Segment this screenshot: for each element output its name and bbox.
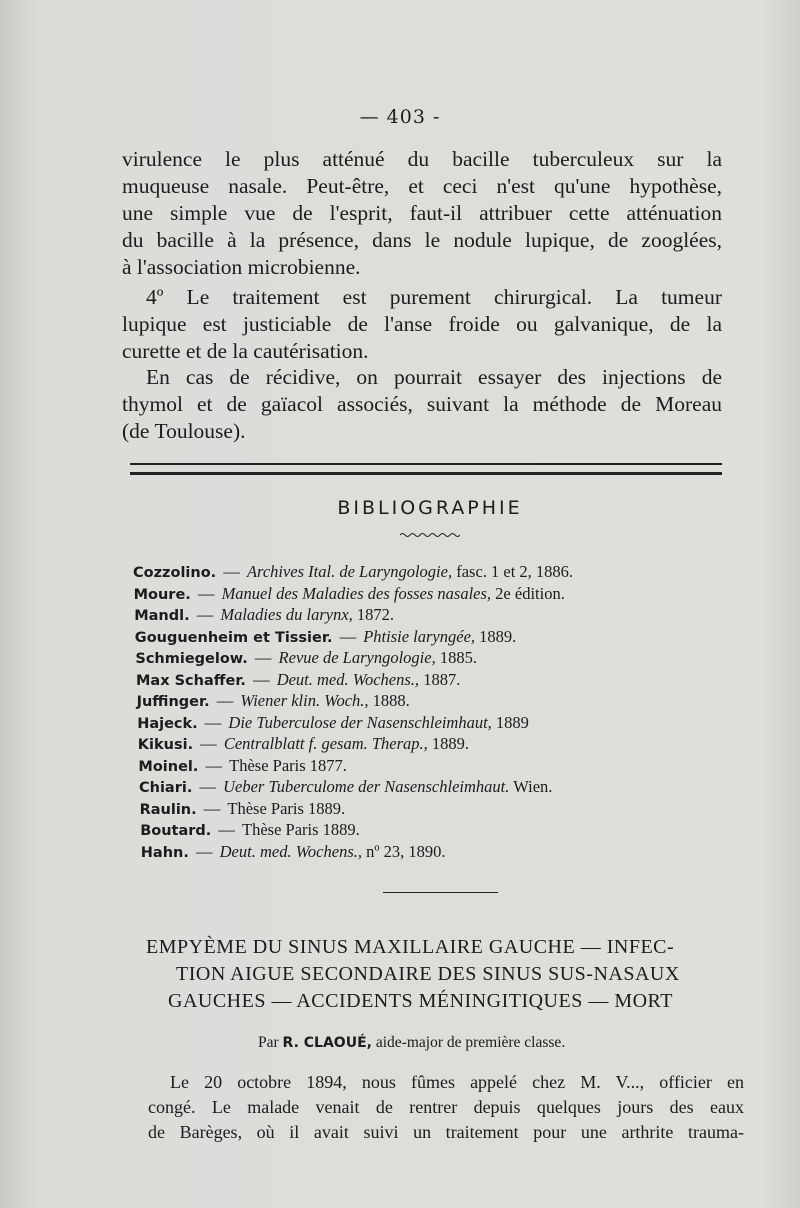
entry-dash: —: [199, 798, 225, 818]
entry-dash: —: [195, 777, 221, 796]
entry-dash: —: [193, 583, 219, 603]
entry-author: Moure.: [133, 586, 191, 603]
entry-title: Phtisie laryngée,: [363, 626, 476, 646]
entry-dash: —: [219, 562, 244, 581]
text-line: thymol et de gaïacol associés, suivant la méthode de Moreau: [122, 392, 722, 416]
text-line: 4º Le traitement est purement chirurgical. La tumeur: [146, 285, 722, 309]
entry-author: Schmiegelow.: [135, 651, 248, 667]
text-line: du bacille à la présence, dans le nodule lupique, de zooglées,: [122, 228, 722, 252]
bibliography-entry: [141, 842, 761, 862]
section-divider: [383, 892, 498, 893]
bibliography-entry: [137, 713, 757, 733]
bibliography-entry: [137, 691, 757, 711]
text-line: curette et de la cautérisation.: [122, 339, 369, 363]
entry-details: fasc. 1 et 2, 1886.: [456, 562, 574, 581]
entry-details: 1889.: [431, 734, 470, 753]
paragraph-recidive: [122, 364, 722, 445]
text-line: (de Toulouse).: [122, 419, 246, 443]
entry-details: 1885.: [439, 648, 477, 667]
bibliography-entry: [133, 562, 753, 582]
entry-title: Revue de Laryngologie,: [278, 648, 436, 667]
bibliography-entry: [136, 670, 756, 690]
article-title-line: GAUCHES — ACCIDENTS MÉNINGITIQUES — MORT: [168, 990, 673, 1012]
entry-details: 1889.: [479, 626, 517, 646]
entry-author: Chiari.: [139, 780, 193, 796]
byline-prefix: Par: [258, 1034, 279, 1051]
bibliography-entry: [140, 799, 760, 819]
entry-dash: —: [191, 841, 217, 861]
entry-dash: —: [335, 626, 361, 646]
entry-title: Archives Ital. de Laryngologie,: [246, 562, 453, 581]
entry-dash: —: [201, 755, 227, 775]
entry-dash: —: [192, 605, 218, 624]
double-rule-divider: [130, 463, 722, 475]
entry-details: Thèse Paris 1889.: [242, 820, 360, 839]
entry-dash: —: [212, 691, 238, 710]
entry-title: Manuel des Maladies des fosses nasales,: [221, 583, 492, 603]
entry-author: Max Schaffer.: [136, 672, 246, 689]
entry-details: Wien.: [513, 777, 553, 796]
entry-dash: —: [196, 734, 221, 753]
entry-title: Centralblatt f. gesam. Therap.,: [223, 734, 428, 753]
entry-dash: —: [200, 712, 226, 732]
bibliography-entry: [138, 756, 758, 776]
byline: [258, 1034, 565, 1052]
entry-details: Thèse Paris 1889.: [227, 798, 346, 818]
entry-details: 1872.: [356, 605, 395, 624]
text-line: de Barèges, où il avait suivi un traitement pour une arthrite trauma-: [148, 1122, 744, 1142]
entry-author: Boutard.: [140, 823, 212, 839]
entry-author: Kikusi.: [137, 737, 194, 753]
entry-author: Hahn.: [140, 844, 189, 861]
bibliography-entry: [135, 627, 755, 647]
wavy-ornament-icon: [400, 532, 460, 538]
entry-dash: —: [248, 669, 274, 689]
text-line: une simple vue de l'esprit, faut-il attribuer cette atténuation: [122, 201, 722, 225]
entry-details: 1887.: [423, 669, 461, 689]
entry-title: Deut. med. Wochens.,: [219, 841, 362, 861]
bibliography-entry: [139, 777, 759, 797]
entry-author: Moinel.: [138, 758, 199, 775]
author-rank: aide-major de première classe.: [375, 1034, 566, 1051]
paragraph-virulence: [122, 146, 722, 281]
entry-details: 1889: [495, 712, 529, 732]
entry-details: 2e édition.: [495, 583, 565, 603]
entry-details: 1888.: [372, 691, 410, 710]
entry-details: Thèse Paris 1877.: [229, 755, 347, 775]
bibliography-entry: [140, 820, 760, 840]
author-name: R. CLAOUÉ,: [282, 1035, 372, 1051]
text-line: En cas de récidive, on pourrait essayer des injections de: [146, 365, 722, 389]
text-line: Le 20 octobre 1894, nous fûmes appelé chez M. V..., officier en: [170, 1072, 744, 1092]
paragraph-traitement: [122, 284, 722, 365]
entry-author: Cozzolino.: [133, 565, 217, 581]
entry-dash: —: [250, 648, 276, 667]
article-title-line: EMPYÈME DU SINUS MAXILLAIRE GAUCHE — INFEC-: [146, 936, 675, 958]
entry-title: Die Tuberculose der Nasenschleimhaut,: [228, 712, 492, 732]
text-line: muqueuse nasale. Peut-être, et ceci n'est qu'une hypothèse,: [122, 174, 722, 198]
bibliography-entry: [135, 648, 755, 668]
entry-title: Deut. med. Wochens.,: [276, 669, 420, 689]
bibliography-heading: BIBLIOGRAPHIE: [337, 497, 523, 519]
text-line: virulence le plus atténué du bacille tuberculeux sur la: [122, 147, 722, 171]
article-body: [148, 1070, 744, 1145]
entry-author: Mandl.: [134, 608, 190, 624]
entry-title: Maladies du larynx,: [220, 605, 353, 624]
text-line: lupique est justiciable de l'anse froide ou galvanique, de la: [122, 312, 722, 336]
entry-author: Raulin.: [139, 801, 197, 818]
entry-author: Juffinger.: [136, 694, 210, 710]
entry-title: Ueber Tuberculome der Nasenschleimhaut.: [223, 777, 510, 796]
article-title-line: TION AIGUE SECONDAIRE DES SINUS SUS-NASAUX: [176, 963, 680, 985]
entry-author: Gouguenheim et Tissier.: [134, 629, 333, 646]
entry-author: Hajeck.: [137, 715, 198, 732]
entry-details: nº 23, 1890.: [366, 841, 446, 861]
page-number: — 403 -: [359, 106, 441, 128]
bibliography-entry: [134, 605, 754, 625]
entry-dash: —: [214, 820, 240, 839]
text-line: à l'association microbienne.: [122, 255, 361, 279]
bibliography-entry: [134, 584, 754, 604]
entry-title: Wiener klin. Woch.,: [240, 691, 369, 710]
bibliography-entry: [138, 734, 758, 754]
text-line: congé. Le malade venait de rentrer depuis quelques jours des eaux: [148, 1097, 744, 1117]
